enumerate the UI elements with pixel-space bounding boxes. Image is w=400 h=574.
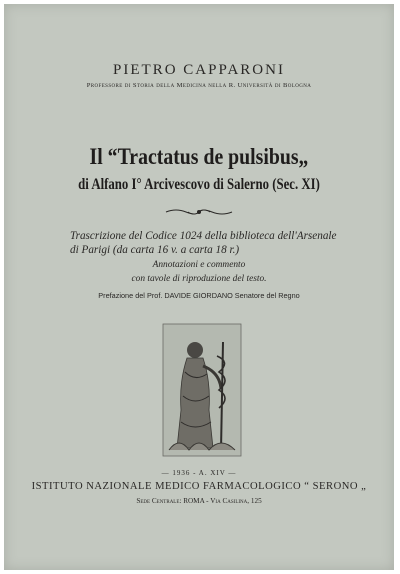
publisher-name: ISTITUTO NAZIONALE MEDICO FARMACOLOGICO “ SERONO „ xyxy=(31,481,367,492)
publisher-address: Sede Centrale: ROMA - Via Casilina, 125 xyxy=(136,497,262,505)
book-title: Il “Tractatus de pulsibus„ xyxy=(89,144,309,169)
description-line-4: con tavole di riproduzione del testo. xyxy=(131,274,267,284)
decorative-rule-icon xyxy=(164,206,234,218)
publication-date: — 1936 - A. XIV — xyxy=(161,469,237,477)
engraved-figure-icon xyxy=(159,322,245,458)
description-line-3: Annotazioni e commento xyxy=(152,260,246,270)
book-subtitle: di Alfano I° Arcivescovo di Salerno (Sec. XI) xyxy=(78,176,320,193)
author-name: PIETRO CAPPARONI xyxy=(113,62,285,78)
author-affiliation: Professore di Storia della Medicina nella R. Università di Bologna xyxy=(86,82,312,89)
description-line-1: Trascrizione del Codice 1024 della biblioteca dell'Arsenale xyxy=(70,230,337,242)
preface-credit: Prefazione del Prof. DAVIDE GIORDANO Senatore del Regno xyxy=(98,291,300,300)
book-cover xyxy=(4,4,394,570)
description-line-2: di Parigi (da carta 16 v. a carta 18 r.) xyxy=(70,244,240,256)
